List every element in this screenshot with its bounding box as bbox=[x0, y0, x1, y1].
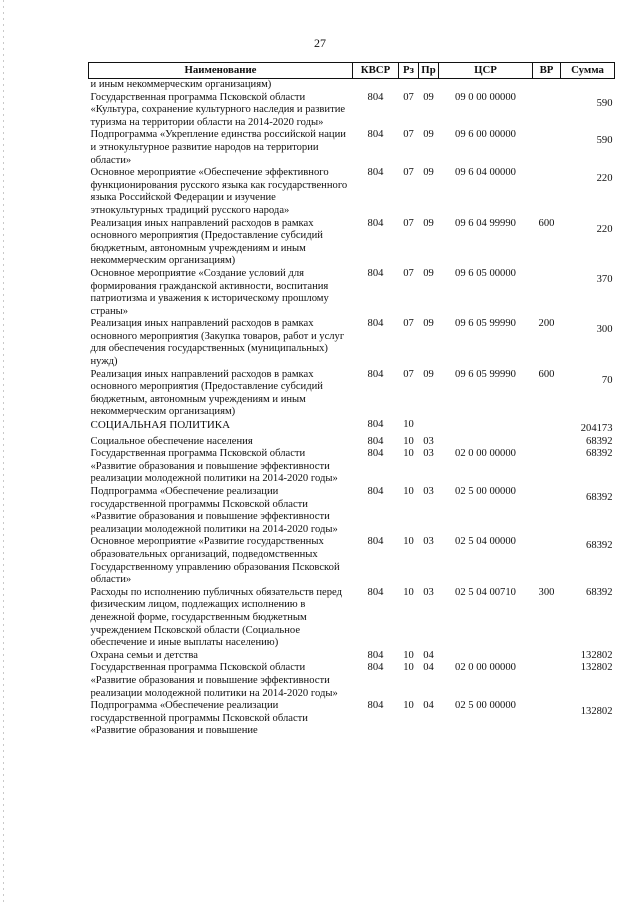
row-csr: 02 5 00 00000 bbox=[455, 700, 516, 712]
row-pr: 09 bbox=[423, 129, 434, 141]
row-csr: 02 0 00 00000 bbox=[455, 662, 516, 674]
row-vr: 200 bbox=[538, 318, 555, 330]
row-vr bbox=[533, 268, 561, 318]
table-row bbox=[89, 436, 615, 449]
table-row bbox=[89, 662, 615, 700]
row-sum: 220 bbox=[596, 173, 613, 185]
row-rz: 07 bbox=[403, 368, 414, 380]
row-sum: 68392 bbox=[586, 540, 613, 552]
row-name: Социальное обеспечение населения bbox=[90, 435, 253, 447]
row-name: Подпрограмма «Обеспечение реализации государственной программы Псковской области «Развитие образования и повышение эффективности реализации молодежной политики на 2014-2020 годы» bbox=[90, 486, 338, 535]
row-pr: 04 bbox=[423, 700, 434, 712]
row-name: Государственная программа Псковской области «Развитие образования и повышение эффективности реализации молодежной политики на 2014-2020 годы» bbox=[90, 662, 338, 699]
table-row bbox=[89, 218, 615, 268]
row-rz: 10 bbox=[403, 536, 414, 548]
row-csr: 02 5 00 00000 bbox=[455, 486, 516, 497]
row-pr: 09 bbox=[423, 318, 434, 330]
table-row bbox=[89, 318, 615, 368]
row-sum: 132802 bbox=[580, 706, 613, 718]
header-kvsr: КВСР bbox=[353, 63, 399, 79]
row-rz: 10 bbox=[403, 649, 414, 661]
row-rz: 07 bbox=[403, 167, 414, 179]
row-rz: 07 bbox=[403, 217, 414, 229]
row-pr: 09 bbox=[423, 368, 434, 380]
scan-edge-mark bbox=[3, 0, 4, 905]
row-kvsr: 804 bbox=[367, 419, 384, 431]
row-pr: 03 bbox=[423, 486, 434, 497]
header-name: Наименование bbox=[89, 63, 353, 79]
row-vr bbox=[533, 448, 561, 486]
row-name: Расходы по исполнению публичных обязательств перед физическим лицом, подлежащих исполнению в денежной форме, государственным бюджетным учреждением Псковской области (Социальное обеспечение и иные выплаты населению) bbox=[90, 586, 342, 649]
row-csr: 02 0 00 00000 bbox=[455, 448, 516, 460]
row-pr bbox=[419, 79, 439, 92]
row-csr: 09 6 05 00000 bbox=[455, 267, 516, 279]
row-sum: 68392 bbox=[586, 492, 613, 503]
row-name: и иным некоммерческим организациям) bbox=[90, 79, 272, 90]
row-pr: 03 bbox=[423, 448, 434, 460]
row-csr bbox=[439, 79, 533, 92]
row-vr bbox=[533, 536, 561, 586]
row-vr bbox=[533, 79, 561, 92]
row-kvsr: 804 bbox=[367, 267, 384, 279]
row-vr: 600 bbox=[538, 217, 555, 229]
row-vr: 300 bbox=[538, 586, 555, 598]
header-rz: Рз bbox=[399, 63, 419, 79]
row-name: Подпрограмма «Укрепление единства российской нации и этнокультурное развитие народов на территории области» bbox=[90, 129, 346, 166]
row-name: Реализация иных направлений расходов в рамках основного мероприятия (Предоставление субсидий бюджетным, автономным учреждениям и иным некоммерческим организациям) bbox=[90, 368, 323, 418]
row-sum: 68392 bbox=[586, 435, 613, 447]
row-sum: 132802 bbox=[580, 662, 613, 674]
row-kvsr: 804 bbox=[367, 129, 384, 141]
row-kvsr: 804 bbox=[367, 536, 384, 548]
row-name: Основное мероприятие «Создание условий для формирования гражданской активности, воспитания патриотизма и уважения к историческому прошлому страны» bbox=[90, 267, 329, 317]
row-sum: 68392 bbox=[586, 448, 613, 460]
table-row bbox=[89, 92, 615, 130]
row-pr: 09 bbox=[423, 91, 434, 103]
row-name: Реализация иных направлений расходов в рамках основного мероприятия (Закупка товаров, работ и услуг для обеспечения государственных (муниципальных) нужд) bbox=[90, 318, 345, 368]
header-csr: ЦСР bbox=[439, 63, 533, 79]
table-row bbox=[89, 650, 615, 663]
row-sum: 220 bbox=[596, 223, 613, 235]
row-kvsr: 804 bbox=[367, 700, 384, 712]
row-rz: 10 bbox=[403, 586, 414, 598]
row-kvsr: 804 bbox=[367, 486, 384, 497]
row-csr bbox=[439, 436, 533, 449]
row-name: Реализация иных направлений расходов в рамках основного мероприятия (Предоставление субсидий бюджетным, автономным учреждениям и иным некоммерческим организациям) bbox=[90, 217, 323, 267]
table-header-row bbox=[89, 63, 615, 79]
row-name: Основное мероприятие «Обеспечение эффективного функционирования русского языка как государственного языка Российской Федерации и изучение этнокультурных традиций русского народа» bbox=[90, 167, 348, 216]
row-name: СОЦИАЛЬНАЯ ПОЛИТИКА bbox=[90, 419, 231, 432]
row-sum: 132802 bbox=[580, 649, 613, 661]
row-csr: 09 6 04 99990 bbox=[455, 217, 516, 229]
row-name: Основное мероприятие «Развитие государственных образовательных организаций, подведомственных Государственному управлению образования Псковской области» bbox=[90, 536, 340, 586]
row-name: Государственная программа Псковской области «Развитие образования и повышение эффективности реализации молодежной политики на 2014-2020 годы» bbox=[90, 448, 338, 485]
row-rz: 10 bbox=[403, 486, 414, 497]
row-rz: 07 bbox=[403, 267, 414, 279]
table-row bbox=[89, 587, 615, 650]
row-pr: 09 bbox=[423, 217, 434, 229]
row-sum bbox=[561, 79, 615, 92]
row-csr: 09 6 00 00000 bbox=[455, 129, 516, 141]
row-vr: 600 bbox=[538, 368, 555, 380]
row-pr: 09 bbox=[423, 267, 434, 279]
row-vr bbox=[533, 650, 561, 663]
row-vr bbox=[533, 700, 561, 738]
row-pr bbox=[419, 419, 439, 436]
row-vr bbox=[533, 436, 561, 449]
row-kvsr: 804 bbox=[367, 91, 384, 103]
row-csr: 02 5 04 00710 bbox=[455, 586, 516, 598]
header-pr: Пр bbox=[419, 63, 439, 79]
row-name: Подпрограмма «Обеспечение реализации государственной программы Псковской области «Развитие образования и повышение bbox=[90, 700, 308, 737]
row-csr: 09 6 04 00000 bbox=[455, 167, 516, 179]
table-row bbox=[89, 268, 615, 318]
row-csr: 09 6 05 99990 bbox=[455, 368, 516, 380]
row-vr bbox=[533, 486, 561, 536]
row-kvsr: 804 bbox=[367, 435, 384, 447]
row-kvsr: 804 bbox=[367, 167, 384, 179]
row-rz: 10 bbox=[403, 419, 414, 431]
row-sum: 590 bbox=[596, 97, 613, 109]
row-pr: 03 bbox=[423, 536, 434, 548]
row-pr: 04 bbox=[423, 662, 434, 674]
row-rz: 10 bbox=[403, 448, 414, 460]
row-rz: 10 bbox=[403, 435, 414, 447]
row-vr bbox=[533, 662, 561, 700]
row-rz: 07 bbox=[403, 129, 414, 141]
page-number: 27 bbox=[314, 36, 326, 50]
row-sum: 300 bbox=[596, 324, 613, 336]
table-row bbox=[89, 486, 615, 536]
row-sum: 204173 bbox=[580, 423, 613, 435]
row-name: Государственная программа Псковской области «Культура, сохранение культурного наследия и развитие туризма на территории области на 2014-2020 годы» bbox=[90, 91, 346, 128]
row-kvsr: 804 bbox=[367, 649, 384, 661]
table-row bbox=[89, 448, 615, 486]
row-name: Охрана семьи и детства bbox=[90, 649, 198, 661]
row-kvsr bbox=[353, 79, 399, 92]
row-csr bbox=[439, 419, 533, 436]
row-csr: 02 5 04 00000 bbox=[455, 536, 516, 548]
row-sum: 590 bbox=[596, 135, 613, 147]
row-rz: 10 bbox=[403, 662, 414, 674]
budget-table bbox=[88, 62, 615, 738]
row-kvsr: 804 bbox=[367, 217, 384, 229]
row-pr: 04 bbox=[423, 649, 434, 661]
row-rz: 07 bbox=[403, 91, 414, 103]
table-row bbox=[89, 167, 615, 217]
table-row bbox=[89, 419, 615, 436]
table-row bbox=[89, 129, 615, 167]
table-row bbox=[89, 536, 615, 586]
row-kvsr: 804 bbox=[367, 662, 384, 674]
row-sum: 370 bbox=[596, 273, 613, 285]
row-rz: 07 bbox=[403, 318, 414, 330]
row-kvsr: 804 bbox=[367, 318, 384, 330]
row-rz: 10 bbox=[403, 700, 414, 712]
row-csr: 09 0 00 00000 bbox=[455, 91, 516, 103]
row-vr bbox=[533, 167, 561, 217]
row-kvsr: 804 bbox=[367, 586, 384, 598]
row-csr bbox=[439, 650, 533, 663]
table-row bbox=[89, 369, 615, 419]
row-sum: 70 bbox=[601, 374, 613, 386]
row-kvsr: 804 bbox=[367, 368, 384, 380]
row-vr bbox=[533, 419, 561, 436]
row-pr: 09 bbox=[423, 167, 434, 179]
row-kvsr: 804 bbox=[367, 448, 384, 460]
header-vr: ВР bbox=[533, 63, 561, 79]
row-csr: 09 6 05 99990 bbox=[455, 318, 516, 330]
row-pr: 03 bbox=[423, 586, 434, 598]
row-rz bbox=[399, 79, 419, 92]
row-sum: 68392 bbox=[586, 586, 613, 598]
row-pr: 03 bbox=[423, 435, 434, 447]
row-vr bbox=[533, 92, 561, 130]
table-row bbox=[89, 79, 615, 92]
row-vr bbox=[533, 129, 561, 167]
header-sum: Сумма bbox=[561, 63, 615, 79]
table-row bbox=[89, 700, 615, 738]
